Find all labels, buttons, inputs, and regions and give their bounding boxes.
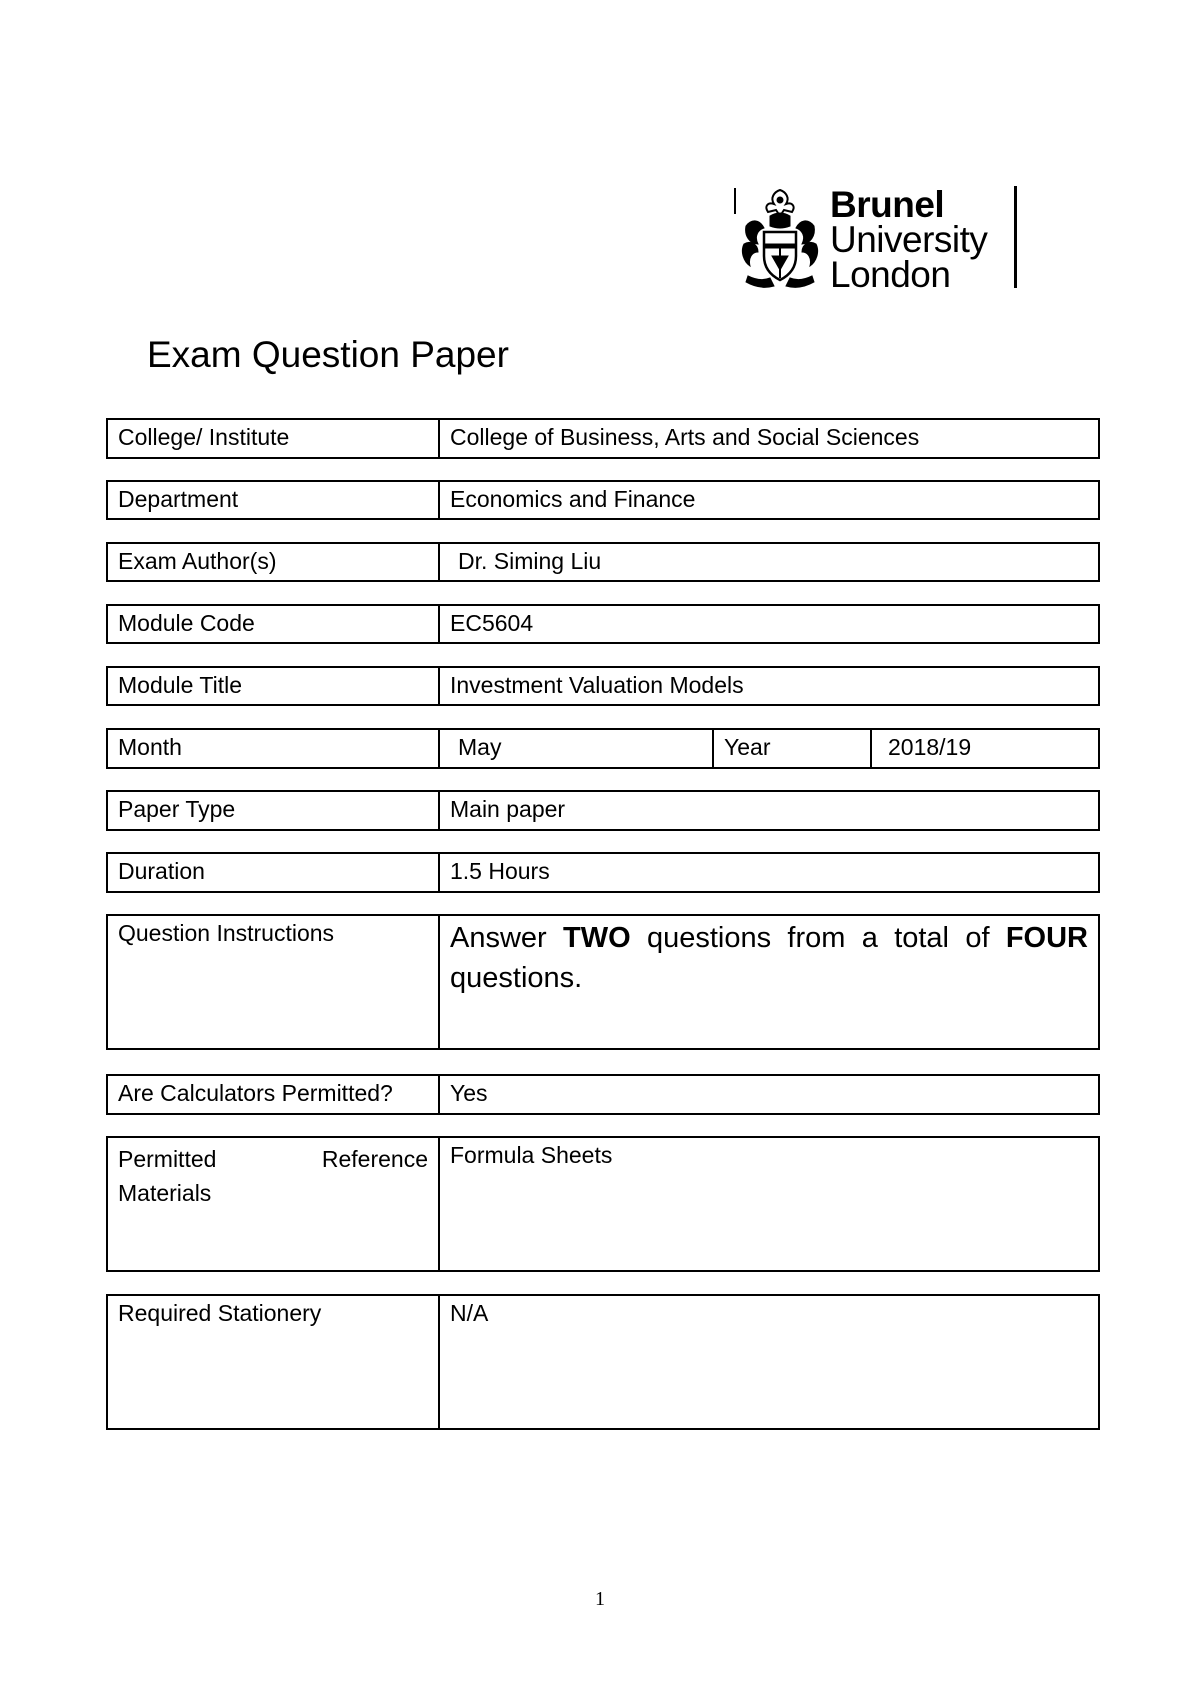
instructions-text-2: questions from a total of (630, 922, 1006, 954)
row-module-code (106, 604, 1100, 644)
stationery-value: N/A (450, 1300, 489, 1326)
row-college (106, 418, 1100, 459)
row-module-title (106, 666, 1100, 706)
row-reference (106, 1136, 1100, 1272)
paper-type-value: Main paper (450, 796, 566, 822)
page-title: Exam Question Paper (147, 334, 509, 375)
module-code-label: Module Code (108, 606, 440, 642)
logo-line-university: University (830, 219, 988, 260)
university-logo (734, 184, 1020, 295)
instructions-label: Question Instructions (108, 916, 440, 1048)
month-label: Month (108, 730, 440, 767)
logo-right-bar (1014, 186, 1017, 288)
stationery-label: Required Stationery (108, 1296, 440, 1428)
college-value: College of Business, Arts and Social Sciences (450, 424, 920, 450)
row-calculators (106, 1074, 1100, 1115)
crest-icon (740, 186, 820, 290)
row-instructions (106, 914, 1100, 1050)
reference-label: Permitted Reference Materials (108, 1138, 440, 1270)
page-number: 1 (595, 1588, 605, 1610)
duration-value: 1.5 Hours (450, 858, 550, 884)
month-value: May (440, 730, 714, 767)
row-stationery (106, 1294, 1100, 1430)
author-value: Dr. Siming Liu (458, 548, 602, 574)
row-author (106, 542, 1100, 582)
logo-line-brunel: Brunel (830, 184, 945, 225)
row-month-year (106, 728, 1100, 769)
instructions-count-bold: TWO (563, 922, 631, 954)
department-value: Economics and Finance (450, 486, 696, 512)
row-paper-type (106, 790, 1100, 831)
calculators-value: Yes (450, 1080, 488, 1106)
college-label: College/ Institute (108, 420, 440, 457)
year-value: 2018/19 (888, 734, 972, 760)
year-label: Year (714, 730, 872, 767)
instructions-value (440, 916, 1098, 1048)
module-code-value: EC5604 (450, 610, 534, 636)
calculators-label: Are Calculators Permitted? (108, 1076, 440, 1113)
instructions-total-bold: FOUR (1005, 922, 1088, 954)
duration-label: Duration (108, 854, 440, 891)
row-department (106, 480, 1100, 520)
author-label: Exam Author(s) (108, 544, 440, 580)
logo-line-london: London (830, 254, 951, 295)
reference-value: Formula Sheets (450, 1142, 613, 1168)
logo-left-tick (734, 188, 736, 214)
instructions-text-1: Answer (450, 922, 564, 954)
paper-type-label: Paper Type (108, 792, 440, 829)
row-duration (106, 852, 1100, 893)
logo-wordmark (830, 184, 1000, 295)
department-label: Department (108, 482, 440, 518)
module-title-label: Module Title (108, 668, 440, 704)
module-title-value: Investment Valuation Models (450, 672, 744, 698)
instructions-text-3: questions. (450, 962, 583, 994)
